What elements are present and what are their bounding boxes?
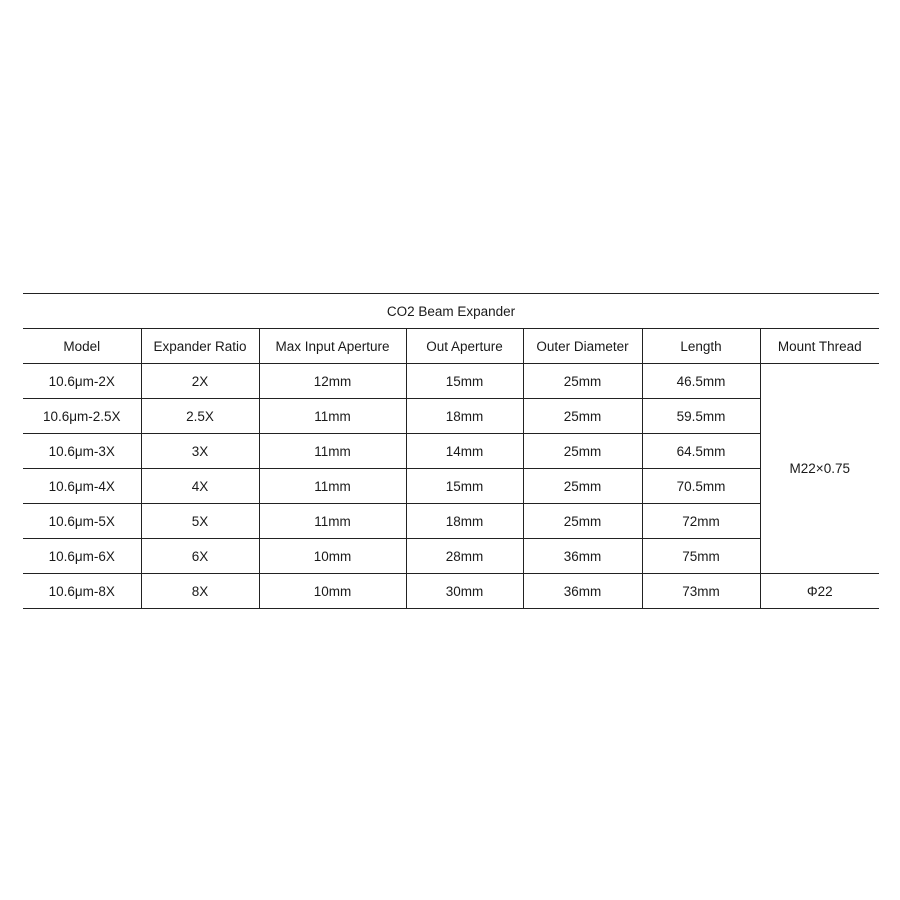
cell-length: 59.5mm <box>642 399 760 434</box>
table-title: CO2 Beam Expander <box>23 294 879 329</box>
cell-ratio: 2X <box>141 364 259 399</box>
cell-max-input: 11mm <box>259 399 406 434</box>
cell-model: 10.6μm-6X <box>23 539 141 574</box>
cell-model: 10.6μm-8X <box>23 574 141 609</box>
spec-table <box>23 293 879 609</box>
cell-length: 75mm <box>642 539 760 574</box>
table-row <box>23 504 879 539</box>
cell-out-aperture: 30mm <box>406 574 523 609</box>
table-row <box>23 469 879 504</box>
header-row <box>23 329 879 364</box>
cell-out-aperture: 15mm <box>406 469 523 504</box>
header-outer-diameter: Outer Diameter <box>523 329 642 364</box>
cell-max-input: 12mm <box>259 364 406 399</box>
cell-max-input: 10mm <box>259 574 406 609</box>
cell-model: 10.6μm-3X <box>23 434 141 469</box>
table-row <box>23 399 879 434</box>
cell-outer-diameter: 25mm <box>523 434 642 469</box>
cell-outer-diameter: 36mm <box>523 574 642 609</box>
cell-out-aperture: 15mm <box>406 364 523 399</box>
cell-ratio: 5X <box>141 504 259 539</box>
header-mount-thread: Mount Thread <box>760 329 879 364</box>
cell-model: 10.6μm-2.5X <box>23 399 141 434</box>
cell-length: 64.5mm <box>642 434 760 469</box>
cell-length: 70.5mm <box>642 469 760 504</box>
cell-ratio: 3X <box>141 434 259 469</box>
cell-out-aperture: 14mm <box>406 434 523 469</box>
cell-mount-thread-group: M22×0.75 <box>760 364 879 574</box>
title-row <box>23 294 879 329</box>
cell-ratio: 6X <box>141 539 259 574</box>
cell-out-aperture: 28mm <box>406 539 523 574</box>
header-max-input-aperture: Max Input Aperture <box>259 329 406 364</box>
cell-outer-diameter: 25mm <box>523 469 642 504</box>
cell-outer-diameter: 25mm <box>523 399 642 434</box>
header-expander-ratio: Expander Ratio <box>141 329 259 364</box>
cell-max-input: 10mm <box>259 539 406 574</box>
cell-out-aperture: 18mm <box>406 504 523 539</box>
header-length: Length <box>642 329 760 364</box>
cell-outer-diameter: 36mm <box>523 539 642 574</box>
header-model: Model <box>23 329 141 364</box>
cell-ratio: 4X <box>141 469 259 504</box>
table-row <box>23 434 879 469</box>
table-row <box>23 364 879 399</box>
cell-mount-thread-last: Φ22 <box>760 574 879 609</box>
cell-ratio: 2.5X <box>141 399 259 434</box>
header-out-aperture: Out Aperture <box>406 329 523 364</box>
cell-outer-diameter: 25mm <box>523 504 642 539</box>
cell-out-aperture: 18mm <box>406 399 523 434</box>
cell-model: 10.6μm-2X <box>23 364 141 399</box>
cell-model: 10.6μm-5X <box>23 504 141 539</box>
cell-max-input: 11mm <box>259 469 406 504</box>
cell-ratio: 8X <box>141 574 259 609</box>
table-row <box>23 539 879 574</box>
cell-max-input: 11mm <box>259 434 406 469</box>
cell-model: 10.6μm-4X <box>23 469 141 504</box>
cell-length: 72mm <box>642 504 760 539</box>
cell-outer-diameter: 25mm <box>523 364 642 399</box>
cell-max-input: 11mm <box>259 504 406 539</box>
cell-length: 73mm <box>642 574 760 609</box>
table-row <box>23 574 879 609</box>
cell-length: 46.5mm <box>642 364 760 399</box>
